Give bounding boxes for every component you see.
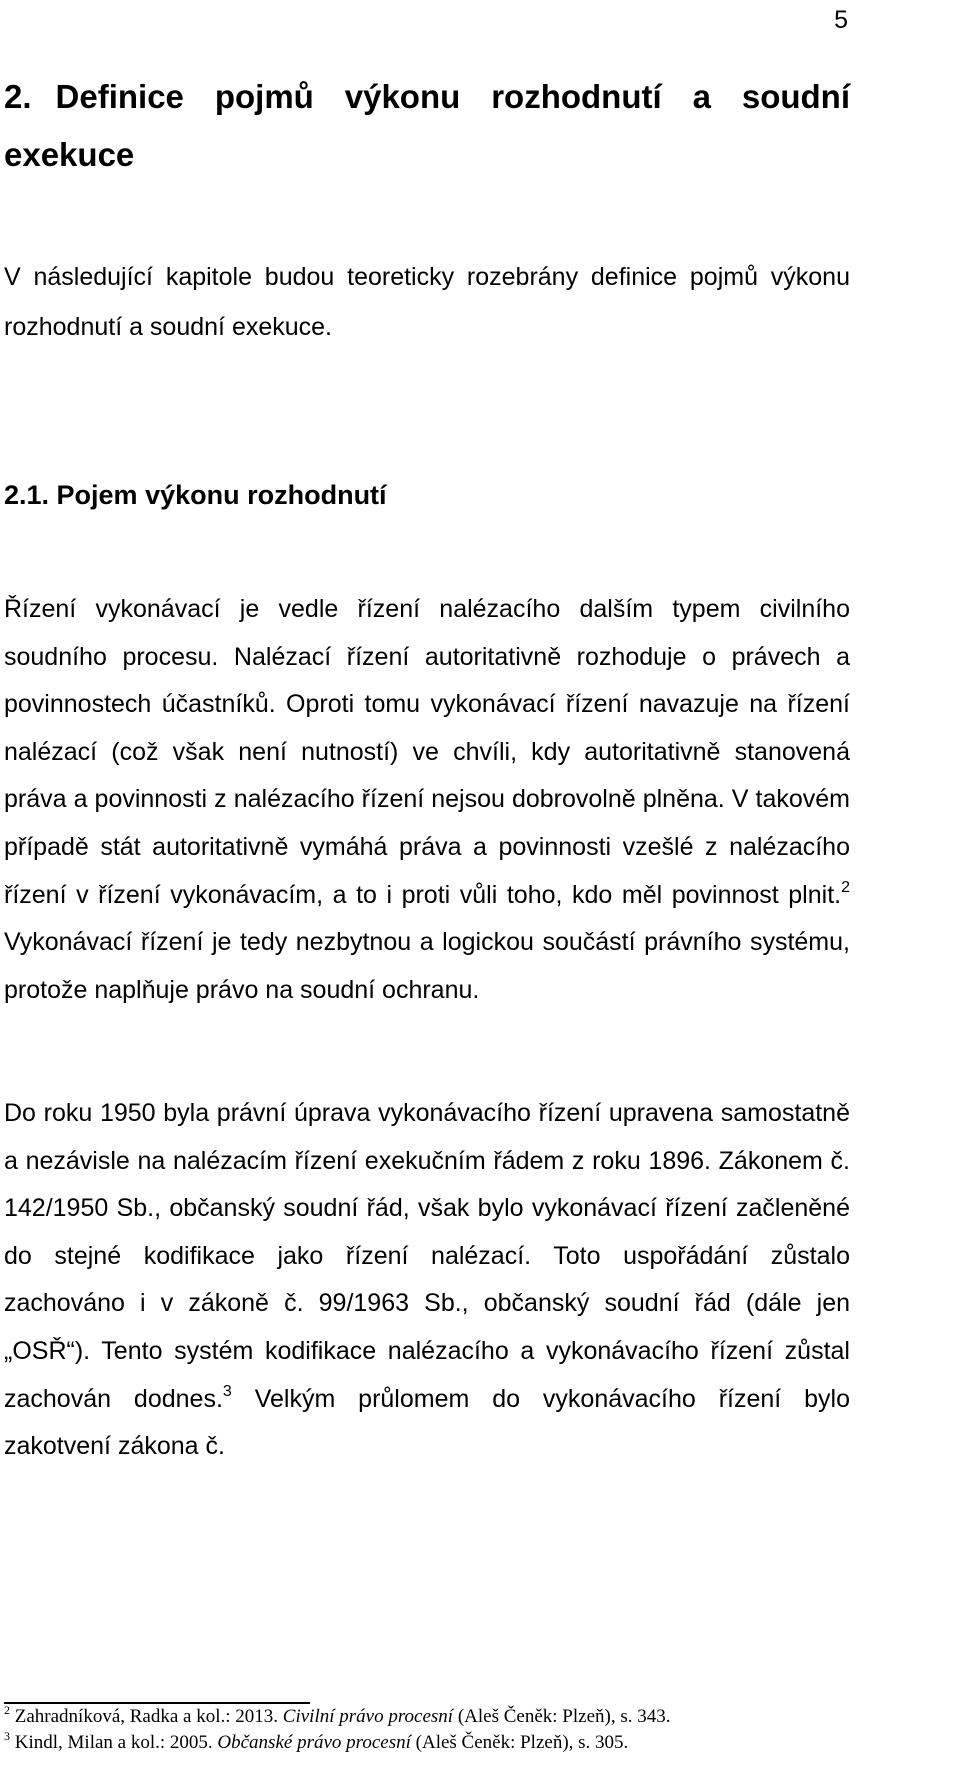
footnote-ref[interactable]: 2 <box>841 878 850 896</box>
chapter-heading <box>4 68 850 184</box>
paragraph-text: Do roku 1950 byla právní úprava vykonávacího řízení upravena samostatně a nezávisle na nalézacím řízení exekučním řádem z roku 1896. Zákonem č. 142/1950 Sb., občanský soudní řád, však bylo vykonávací řízení začleněné do stejné kodifikace jako řízení nalézací. Toto uspořádání zůstalo zachováno i v zákoně č. 99/1963 Sb., občanský soudní řád (dále jen „OSŘ“). Tento systém kodifikace nalézacího a vykonávacího řízení zůstal zachován dodnes. <box>4 1099 850 1413</box>
footnote <box>4 1704 850 1730</box>
chapter-title: Definice pojmů výkonu rozhodnutí a soudní exekuce <box>4 78 850 173</box>
paragraph-text: Velkým průlomem do vykonávacího řízení bylo zakotvení zákona č. <box>4 1384 850 1461</box>
footnote-text: Zahradníková, Radka a kol.: 2013. <box>10 1706 283 1727</box>
footnote-text: Kindl, Milan a kol.: 2005. <box>10 1732 218 1753</box>
paragraph-text: Řízení vykonávací je vedle řízení nalézacího dalším typem civilního soudního procesu. Nalézací řízení autoritativně rozhoduje o právech a povinnostech účastníků. Oproti tomu vykonávací řízení navazuje na řízení nalézací (což však není nutností) ve chvíli, kdy autoritativně stanovená práva a povinnosti z nalézacího řízení nejsou dobrovolně plněna. V takovém případě stát autoritativně vymáhá práva a povinnosti vzešlé z nalézacího řízení v řízení vykonávacím, a to i proti vůli toho, kdo měl povinnost plnit. <box>4 595 850 909</box>
intro-paragraph: V následující kapitole budou teoreticky rozebrány definice pojmů výkonu rozhodnutí a soudní exekuce. <box>4 263 850 341</box>
page-number: 5 <box>834 6 848 34</box>
footnote-text: (Aleš Čeněk: Plzeň), s. 305. <box>410 1732 629 1753</box>
footnote-text: (Aleš Čeněk: Plzeň), s. 343. <box>453 1706 671 1727</box>
body-paragraph <box>4 1090 850 1471</box>
section-heading: 2.1. Pojem výkonu rozhodnutí <box>4 480 387 510</box>
footnote-book-title: Civilní právo procesní <box>282 1706 454 1727</box>
footnote-number: 2 <box>4 1703 10 1717</box>
footnote-number: 3 <box>4 1729 10 1743</box>
footnote-book-title: Občanské právo procesní <box>217 1732 411 1753</box>
footnote <box>4 1730 850 1756</box>
chapter-number: 2. <box>4 78 32 115</box>
footnote-ref[interactable]: 3 <box>222 1382 232 1400</box>
paragraph-text: Vykonávací řízení je tedy nezbytnou a logickou součástí právního systému, protože naplňuje právo na soudní ochranu. <box>4 928 850 1004</box>
footnotes <box>4 1704 850 1756</box>
body-paragraph <box>4 586 850 1014</box>
